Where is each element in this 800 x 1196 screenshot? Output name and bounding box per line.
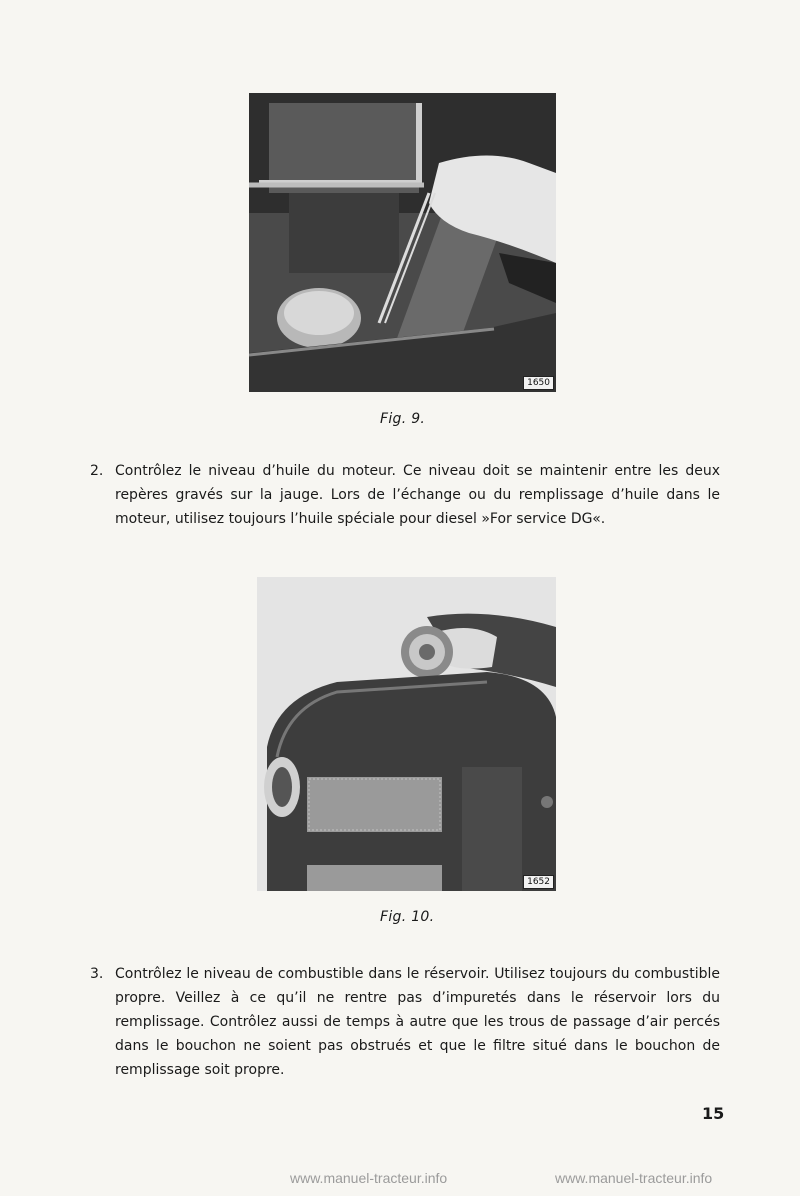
instruction-item-3 xyxy=(90,962,720,1082)
fuel-tank-photo-illustration xyxy=(257,577,556,891)
photo-fuel-tank-cap xyxy=(257,577,556,891)
engine-photo-illustration xyxy=(249,93,556,392)
figure-number-label: 1650 xyxy=(523,376,554,390)
item-text: Contrôlez le niveau d’huile du moteur. Ce niveau doit se maintenir entre les deux repères gravés sur la jauge. Lors de l’échange ou du remplissage d’huile dans le moteur, utilisez toujours l’huile spéciale pour diesel »For service DG«. xyxy=(115,463,720,527)
page-number: 15 xyxy=(702,1104,725,1123)
item-text: Contrôlez le niveau de combustible dans le réservoir. Utilisez toujours du combustible propre. Veillez à ce qu’il ne rentre pas d’impuretés dans le réservoir lors du remplissage. Contrôlez aussi de temps à autre que les trous de passage d’air percés dans le bouchon ne soient pas obstrués et que le filtre situé dans le bouchon de remplissage soit propre. xyxy=(115,966,720,1078)
instruction-item-2 xyxy=(90,459,720,531)
item-number: 3. xyxy=(90,966,104,982)
photo-engine-oil-dipstick xyxy=(249,93,556,392)
figure-number-label: 1652 xyxy=(523,875,554,889)
figure-9-caption: Fig. 9. xyxy=(380,411,426,427)
watermark-text: www.manuel-tracteur.info xyxy=(555,1170,713,1186)
watermark-text: www.manuel-tracteur.info xyxy=(290,1170,448,1186)
item-number: 2. xyxy=(90,463,104,479)
figure-10-caption: Fig. 10. xyxy=(380,909,435,925)
